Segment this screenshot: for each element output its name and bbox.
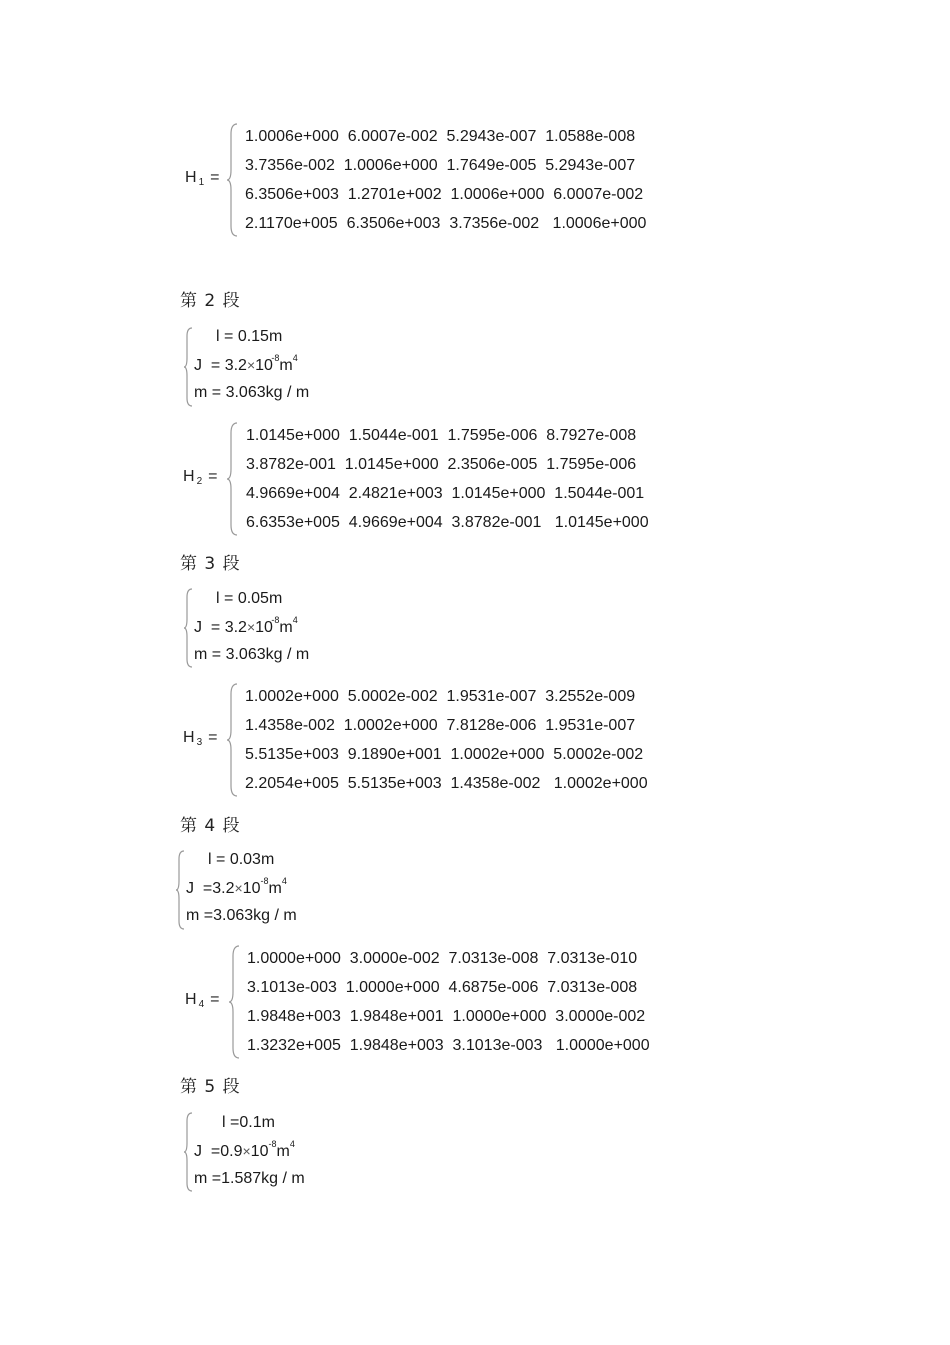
parameter-block [186,846,297,930]
param-length [194,323,309,351]
matrix-subscript: 2 [196,476,203,487]
section-heading: 第 5 段 [180,1077,241,1097]
matrix-row: 4.9669e+004 2.4821e+003 1.0145e+000 1.5044e-001 [246,485,645,502]
param-coef: 3.2 [224,357,247,374]
param-base: 10 [255,619,273,636]
equals-sign: = [211,384,222,401]
param-inertia [194,1137,305,1165]
param-unit: m [279,619,293,636]
left-brace [226,421,240,537]
param-unit: m [268,880,282,897]
param-value: 0.1m [239,1114,275,1131]
matrix-row: 5.5135e+003 9.1890e+001 1.0002e+000 5.0002e-002 [245,746,644,763]
equals-sign: = [211,646,222,663]
param-label: l [208,851,212,868]
parameter-block [194,585,309,669]
equals-sign: = [210,619,221,636]
matrix-rows [245,682,648,798]
param-coef: 3.2 [212,880,235,897]
matrix-letter: H [185,991,197,1008]
matrix-row: 2.2054e+005 5.5135e+003 1.4358e-002 1.0002e+000 [245,775,648,792]
matrix-letter: H [185,169,197,186]
param-value: 0.03m [229,851,275,868]
left-brace [226,682,240,798]
param-label: m [186,907,200,924]
matrix-letter: H [183,729,195,746]
equals-sign: = [208,729,218,746]
matrix-row: 2.1170e+005 6.3506e+003 3.7356e-002 1.0006e+000 [245,215,647,232]
matrix-label [185,169,219,187]
equals-sign: = [230,1114,240,1131]
matrix-rows [245,122,646,238]
equals-sign: = [211,1170,222,1187]
param-mass [194,641,309,669]
matrix-row: 1.0145e+000 1.5044e-001 1.7595e-006 8.7927e-008 [246,427,637,444]
param-value: 3.063kg / m [213,907,297,924]
param-value: 3.063kg / m [225,384,310,401]
matrix-label [185,991,219,1009]
param-length [194,1109,305,1137]
param-base: 10 [255,357,273,374]
param-mass [194,379,309,407]
param-label: J [186,880,194,897]
param-value: 1.587kg / m [221,1170,305,1187]
times-sign: × [242,1143,251,1159]
param-label: l [216,328,220,345]
matrix-row: 1.0000e+000 3.0000e-002 7.0313e-008 7.0313e-010 [247,950,638,967]
param-unit-exponent: 4 [281,876,287,886]
matrix-row: 1.9848e+003 1.9848e+001 1.0000e+000 3.0000e-002 [247,1008,646,1025]
param-coef: 0.9 [220,1143,243,1160]
equals-sign: = [210,357,221,374]
param-value: 3.063kg / m [225,646,310,663]
matrix-rows [247,944,650,1060]
section-heading: 第 3 段 [180,554,241,574]
matrix-row: 6.3506e+003 1.2701e+002 1.0006e+000 6.0007e-002 [245,186,644,203]
param-label: m [194,646,208,663]
equals-sign: = [202,880,213,897]
matrix-row: 6.6353e+005 4.9669e+004 3.8782e-001 1.0145e+000 [246,514,649,531]
param-value: 0.05m [237,590,283,607]
param-exponent: -8 [268,1139,277,1149]
matrix-subscript: 4 [198,999,205,1010]
param-inertia [194,351,309,379]
matrix-row: 1.3232e+005 1.9848e+003 3.1013e-003 1.0000e+000 [247,1037,650,1054]
param-exponent: -8 [271,353,280,363]
param-label: m [194,1170,208,1187]
matrix-label [183,468,217,486]
equals-sign: = [210,1143,221,1160]
param-exponent: -8 [271,615,280,625]
matrix-row: 1.4358e-002 1.0002e+000 7.8128e-006 1.9531e-007 [245,717,636,734]
matrix-row: 1.0002e+000 5.0002e-002 1.9531e-007 3.2552e-009 [245,688,636,705]
param-unit: m [276,1143,290,1160]
equals-sign: = [224,590,234,607]
matrix-subscript: 3 [196,737,203,748]
equals-sign: = [203,907,214,924]
matrix-subscript: 1 [198,177,205,188]
matrix-row: 3.8782e-001 1.0145e+000 2.3506e-005 1.7595e-006 [246,456,637,473]
equals-sign: = [216,851,226,868]
param-mass [186,902,297,930]
param-label: l [222,1114,226,1131]
equals-sign: = [224,328,234,345]
matrix-rows [246,421,649,537]
left-brace [228,944,242,1060]
matrix-row: 1.0006e+000 6.0007e-002 5.2943e-007 1.0588e-008 [245,128,636,145]
param-inertia [194,613,309,641]
equals-sign: = [208,468,218,485]
matrix-row: 3.7356e-002 1.0006e+000 1.7649e-005 5.2943e-007 [245,157,636,174]
param-coef: 3.2 [224,619,247,636]
parameter-block [194,323,309,407]
param-label: l [216,590,220,607]
param-label: m [194,384,208,401]
param-label: J [194,619,202,636]
param-unit-exponent: 4 [292,353,298,363]
left-brace [226,122,240,238]
equals-sign: = [210,169,220,186]
equals-sign: = [210,991,220,1008]
param-inertia [186,874,297,902]
matrix-letter: H [183,468,195,485]
param-unit: m [279,357,293,374]
section-heading: 第 4 段 [180,816,241,836]
matrix-label [183,729,217,747]
param-label: J [194,357,202,374]
param-mass [194,1165,305,1193]
param-exponent: -8 [260,876,269,886]
parameter-block [194,1109,305,1193]
times-sign: × [234,880,243,896]
param-label: J [194,1143,202,1160]
param-length [186,846,297,874]
matrix-row: 3.1013e-003 1.0000e+000 4.6875e-006 7.0313e-008 [247,979,638,996]
param-unit-exponent: 4 [292,615,298,625]
param-base: 10 [250,1143,269,1160]
section-heading: 第 2 段 [180,291,241,311]
param-base: 10 [242,880,261,897]
times-sign: × [246,357,256,373]
param-length [194,585,309,613]
param-value: 0.15m [237,328,283,345]
param-unit-exponent: 4 [289,1139,295,1149]
times-sign: × [246,619,256,635]
